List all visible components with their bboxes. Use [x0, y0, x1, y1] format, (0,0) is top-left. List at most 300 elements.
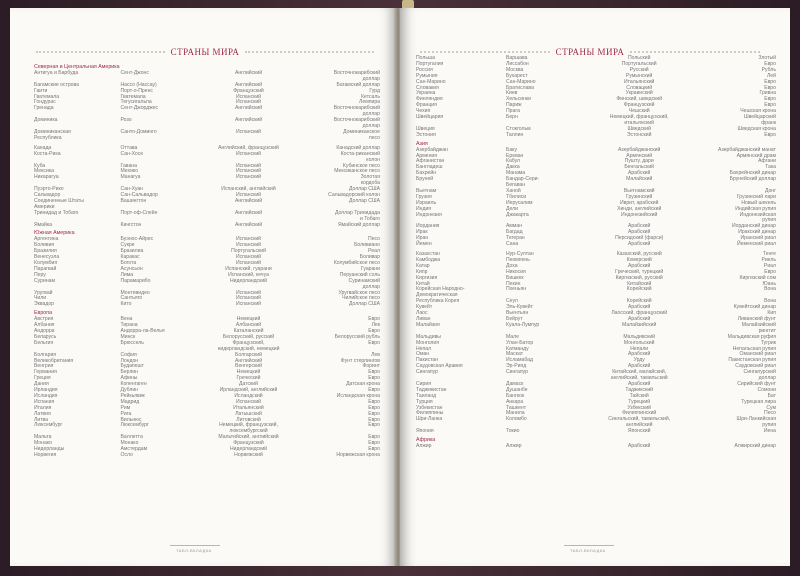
capital: Валлетта: [120, 434, 143, 441]
currency: Норвежская крона: [336, 452, 380, 458]
currency: Рубль: [761, 66, 776, 73]
capital: Париж: [506, 102, 522, 109]
capital: Тегусигальпа: [120, 99, 152, 106]
capital: Сана: [506, 241, 519, 248]
language: Корейский: [626, 286, 652, 293]
capital: Москва: [506, 66, 524, 73]
capital: Минск: [120, 333, 136, 340]
country-name: Таиланд: [416, 392, 437, 399]
currency: Доминиканское: [343, 128, 380, 135]
currency: колон: [366, 156, 380, 163]
country-name: Монако: [34, 440, 52, 447]
currency: Юань: [762, 280, 776, 287]
capital: Сукре: [120, 242, 135, 249]
country-name: Бельгия: [34, 339, 54, 346]
language: [197, 136, 301, 142]
capital: Лиссабон: [506, 60, 529, 67]
language: Арабский: [627, 170, 651, 177]
country-name: Антигуа и Барбуда: [34, 69, 79, 76]
currency: Грузинский лари: [736, 193, 776, 200]
country-name: Бангладеш: [416, 164, 443, 171]
capital: Киев: [506, 90, 518, 97]
capital: Мале: [506, 333, 519, 340]
section-heading: Африка: [416, 437, 436, 444]
country-name: Ямайка: [34, 221, 53, 228]
language: Турецкий: [628, 398, 651, 405]
currency: Лей: [766, 72, 776, 79]
table-row: [34, 302, 380, 308]
language: Бенгальский: [624, 164, 655, 171]
capital: Асунсьон: [120, 265, 143, 272]
capital: Сан-Сальвадор: [120, 192, 158, 199]
currency: Евро: [368, 316, 380, 323]
title-rule: [36, 51, 165, 53]
capital: Нур-Султан: [506, 251, 534, 257]
capital: Богота: [120, 260, 137, 266]
section-heading: Южная Америка: [34, 230, 75, 237]
left-page: [10, 8, 396, 566]
capital: София: [120, 351, 137, 358]
currency: Евро: [764, 96, 776, 103]
language: Малайзийский: [622, 321, 657, 328]
language: Лаосский, французский: [611, 310, 668, 317]
language: Эстонский: [626, 131, 652, 138]
currency: Индийская рупия: [735, 205, 776, 212]
currency: доллар: [362, 111, 380, 118]
left-title-row: [36, 46, 374, 58]
language: Испанский: [235, 260, 262, 266]
currency: Канадский доллар: [336, 144, 380, 151]
capital: Тбилиси: [506, 193, 527, 200]
currency: доллар: [362, 123, 380, 130]
language: Итальянский: [233, 404, 264, 411]
capital: Бразилиа: [120, 248, 144, 255]
currency: Донг: [764, 187, 776, 194]
country-name: Швеция: [416, 125, 435, 132]
language: Испанский: [235, 236, 262, 243]
capital: Сан-Марино: [506, 78, 536, 85]
currency: Азербайджанский манат: [718, 146, 776, 153]
capital: Эр-Рияд: [506, 363, 527, 370]
currency: Гуарани: [360, 265, 380, 272]
currency: Армянский драм: [736, 152, 776, 159]
capital: Бухарест: [506, 72, 528, 79]
currency: Евро: [368, 410, 380, 417]
currency: Вона: [764, 298, 776, 305]
country-name: Непал: [416, 345, 432, 352]
language: Азербайджанский: [618, 146, 661, 153]
language: Болгарский: [235, 351, 262, 358]
currency: Евро: [368, 387, 380, 394]
language: Японский: [627, 428, 651, 435]
capital: Маскат: [506, 351, 524, 358]
capital: Кабул: [506, 158, 521, 165]
capital: Манама: [506, 170, 526, 177]
currency: Сирийский фунт: [737, 380, 776, 387]
currency: доллар: [362, 283, 380, 290]
language: Испанский: [235, 398, 262, 405]
table-row: [34, 453, 380, 459]
currency: Евро: [764, 60, 776, 67]
currency: Злотый: [758, 55, 776, 61]
language: Таджикский: [625, 386, 654, 393]
language: Португальский: [621, 60, 657, 67]
country-name: Гватемала: [34, 93, 60, 100]
currency: Мексиканское песо: [334, 168, 380, 175]
currency: Шведская крона: [737, 125, 776, 132]
currency: Кип: [767, 310, 776, 317]
country-name: Индия: [416, 205, 432, 212]
capital: Пномпень: [506, 256, 530, 263]
country-name: Андорра: [34, 327, 55, 334]
country-name: Люксембург: [34, 422, 63, 429]
currency: Алжирский динар: [734, 443, 776, 449]
capital: Мехико: [120, 168, 139, 175]
currency: Восточнокарибский: [333, 105, 380, 112]
language: Персидский (фарси): [615, 235, 664, 242]
currency: Киргизский сом: [739, 274, 776, 281]
capital: Тирана: [120, 322, 138, 329]
country-name: Албания: [34, 322, 55, 329]
capital: Бандар-Сери-: [506, 176, 540, 183]
language: Китайский: [627, 280, 652, 287]
currency: Доллар США: [348, 301, 380, 308]
currency: Золотая: [360, 174, 380, 181]
language: Арабский: [627, 351, 651, 358]
countries-table-left: [34, 62, 380, 459]
country-name: Корейская Народно-: [416, 286, 465, 293]
section-heading: Европа: [34, 310, 53, 317]
currency: Бат: [767, 392, 776, 399]
capital: Афины: [120, 375, 138, 382]
country-name: Афганистан: [416, 158, 445, 165]
country-name: Таджикистан: [416, 386, 447, 393]
country-name: Гондурас: [34, 99, 56, 106]
language: Английский: [234, 221, 263, 228]
country-name: Испания: [34, 398, 55, 405]
table-row: [416, 429, 776, 435]
country-name: Лаос: [416, 310, 428, 317]
country-name: Италия: [34, 404, 52, 411]
capital: Катманду: [506, 345, 529, 352]
country-name: Монголия: [416, 339, 439, 346]
language: Латышский: [235, 410, 262, 417]
section-heading: Азия: [416, 140, 428, 147]
country-name: Казахстан: [416, 251, 440, 257]
country-name: Малайзия: [416, 321, 440, 328]
capital: Сеул: [506, 298, 518, 305]
currency: Евро: [764, 84, 776, 91]
country-name: Сальвадор: [34, 192, 61, 199]
currency: Малайзийский: [741, 321, 776, 328]
language: Румынский: [626, 72, 653, 79]
currency: Иракский динар: [738, 229, 776, 236]
capital: Манила: [506, 410, 525, 417]
language: Индонезийский: [621, 211, 658, 218]
currency: Ямайский доллар: [337, 221, 380, 228]
language: Немецкий: [236, 369, 261, 376]
language: Словацкий: [626, 84, 653, 91]
language: Иврит, арабский: [619, 199, 659, 206]
language: Грузинский: [626, 193, 653, 200]
language: Сингальский, тамильский,: [608, 416, 671, 423]
country-name: Россия: [416, 66, 433, 73]
language: Английский: [234, 69, 263, 76]
language: Английский: [234, 81, 263, 88]
capital: Токио: [506, 428, 520, 435]
currency: Евро: [368, 422, 380, 429]
capital: Дели: [506, 205, 518, 212]
currency: Коста-риканский: [340, 150, 380, 157]
currency: Лев: [371, 351, 380, 358]
capital: Амман: [506, 223, 523, 230]
table-row: [416, 242, 776, 248]
table-row: [34, 223, 380, 229]
language: Арабский: [627, 229, 651, 236]
currency: Восточнокарибский: [333, 69, 380, 76]
country-name: Чили: [34, 295, 47, 302]
capital: Сент-Джорджес: [120, 105, 159, 112]
currency: Евро: [368, 398, 380, 405]
capital: Осло: [120, 452, 133, 458]
currency: Боливар: [359, 254, 380, 261]
country-name: Доминиканская: [34, 128, 71, 135]
capital: Розо: [120, 117, 132, 124]
capital: Прага: [506, 108, 520, 115]
country-name: Узбекистан: [416, 404, 443, 411]
language: Урду: [633, 357, 645, 364]
language: Узбекский: [627, 404, 652, 411]
language: Испанский: [235, 254, 262, 261]
language: Испанский: [235, 93, 262, 100]
language: Русский: [629, 66, 649, 73]
capital: Бангкок: [506, 392, 525, 399]
capital: Исламабад: [506, 357, 533, 364]
capital: Эль-Кувейт: [506, 304, 533, 311]
currency: Евро: [368, 404, 380, 411]
language: Португальский: [231, 248, 266, 255]
country-name: Венесуэла: [34, 254, 60, 261]
currency: Тугрик: [760, 339, 776, 346]
capital: Андорра-ла-Велья: [120, 327, 165, 334]
language: Арабский: [627, 443, 651, 449]
country-name: Мальта: [34, 434, 52, 441]
language: Нидерландский: [229, 446, 268, 453]
language: Английский: [234, 105, 263, 112]
country-name: Индонезия: [416, 211, 442, 218]
currency: Йеменский риал: [736, 241, 776, 248]
country-name: Пакистан: [416, 357, 439, 364]
currency: Бахрейнский динар: [729, 170, 776, 177]
capital: Таллин: [506, 131, 524, 138]
capital: Бишкек: [506, 274, 524, 281]
currency: Тенге: [762, 251, 776, 257]
currency: Исландская крона: [336, 392, 380, 399]
capital: Брюссель: [120, 339, 144, 346]
language: Мальтийский, английский: [218, 434, 279, 441]
country-name: Уругвай: [34, 289, 53, 296]
country-name: Япония: [416, 428, 434, 435]
language: Малайский: [626, 176, 653, 183]
capital: Амстердам: [120, 446, 148, 453]
currency: Доллар Тринидада: [334, 209, 380, 216]
language: Испанский: [235, 99, 262, 106]
capital: Бейрут: [506, 315, 523, 322]
language: Армянский: [626, 152, 653, 159]
currency: Саудовский риал: [735, 363, 776, 370]
page-title: СТРАНЫ МИРА: [555, 47, 625, 57]
country-name: Австрия: [34, 316, 54, 323]
capital: Доха: [506, 262, 518, 269]
capital: Берн: [506, 114, 518, 121]
language: нидерландский, немецкий: [217, 345, 280, 352]
country-name: Алжир: [416, 443, 432, 449]
capital: Кито: [120, 301, 132, 308]
country-name: Латвия: [34, 410, 51, 417]
capital: Вашингтон: [120, 197, 147, 204]
language: Ирландский, английский: [219, 387, 278, 394]
capital: Порт-оф-Спейн: [120, 209, 158, 216]
capital: Вьентьян: [506, 310, 529, 317]
currency: Песо: [764, 410, 776, 417]
capital: Иерусалим: [506, 199, 533, 206]
capital: Будапешт: [120, 363, 144, 370]
capital: Алжир: [506, 443, 522, 449]
country-name: Киргизия: [416, 274, 438, 281]
folio-rule: [170, 545, 220, 546]
currency: Кувейтский динар: [733, 304, 776, 311]
currency: Лемпира: [359, 99, 380, 106]
language: Арабский: [627, 363, 651, 370]
capital: Лондон: [120, 357, 139, 364]
language: люксембургский: [229, 428, 268, 435]
language: Французский: [233, 87, 264, 94]
capital: Сантьяго: [120, 295, 143, 302]
country-name: Ирландия: [34, 387, 58, 394]
country-name: Финляндия: [416, 96, 443, 103]
capital: Анкара: [506, 398, 524, 405]
currency: Шри-Ланкийская: [736, 416, 776, 423]
currency: Риал: [763, 262, 776, 269]
country-name: Грузия: [416, 193, 432, 200]
country-name: Словакия: [416, 84, 439, 91]
currency: Мальдивская руфия: [727, 333, 776, 340]
country-name: Ирак: [416, 229, 428, 236]
country-name: Эстония: [416, 131, 436, 138]
language: Тайский: [629, 392, 649, 399]
country-name: Польша: [416, 55, 435, 61]
country-name: Перу: [34, 271, 46, 278]
currency: Афгани: [758, 158, 776, 165]
capital: Коломбо: [506, 416, 527, 423]
country-name: Америки: [34, 203, 55, 210]
currency: Вона: [764, 286, 776, 293]
language: Мальдивский: [623, 333, 656, 340]
capital: Вена: [120, 316, 133, 323]
capital: Гавана: [120, 162, 137, 169]
capital: Люксембург: [120, 422, 149, 429]
language: Китайский, малайский,: [612, 369, 667, 376]
capital: Пхеньян: [506, 286, 527, 293]
capital: Дакка: [506, 164, 520, 171]
country-name: Армения: [416, 152, 437, 159]
currency: Гривна: [759, 90, 776, 97]
currency: Чешская крона: [740, 108, 776, 115]
currency: Брунейский доллар: [729, 176, 776, 183]
currency: Перуанский соль: [339, 271, 380, 278]
capital: Копенгаген: [120, 381, 147, 388]
currency: Суринамский: [348, 277, 380, 284]
language: Чешский: [628, 108, 650, 115]
capital: Порт-о-Пренс: [120, 87, 153, 94]
capital: Санто-Доминго: [120, 128, 157, 135]
capital: Рейкьявик: [120, 392, 145, 399]
currency: Евро: [368, 327, 380, 334]
language: итальянский: [624, 119, 654, 126]
currency: Риель: [761, 256, 776, 263]
language: Испанский: [235, 301, 262, 308]
language: Арабский: [627, 223, 651, 230]
language: Английский: [234, 209, 263, 216]
country-name: Гаити: [34, 87, 48, 94]
language: Литовский: [236, 416, 261, 423]
country-name: Украина: [416, 90, 436, 97]
currency: и Тобаго: [359, 215, 380, 222]
country-name: Бахрейн: [416, 170, 437, 177]
country-name: Ливан: [416, 315, 431, 322]
currency: Фунт стерлингов: [340, 357, 380, 364]
country-name: Бразилия: [34, 248, 57, 255]
country-name: Азербайджан: [416, 146, 448, 153]
capital: Никосия: [506, 268, 526, 275]
currency: Реал: [368, 248, 380, 255]
language: Норвежский: [234, 452, 263, 458]
currency: Евро: [368, 375, 380, 382]
language: Пушту, дари: [624, 158, 654, 165]
capital: Нассо (Нассау): [120, 81, 157, 88]
language: Монгольский: [623, 339, 655, 346]
country-name: Эквадор: [34, 301, 55, 308]
language: Греческий, турецкий: [615, 268, 664, 275]
currency: Евро: [368, 434, 380, 441]
language: Немецкий, французский,: [609, 114, 669, 121]
language: Французский: [623, 102, 655, 109]
language: Испанский: [235, 174, 262, 181]
currency: доллар: [362, 75, 380, 82]
capital: Берлин: [120, 369, 138, 376]
capital: Улан-Батор: [506, 339, 534, 346]
language: Финский, шведский: [616, 96, 663, 103]
language: Казахский, русский: [616, 251, 662, 257]
country-name: Сан-Марино: [416, 78, 446, 85]
currency: Евро: [764, 102, 776, 109]
country-name: Куба: [34, 162, 46, 169]
language: Французский: [233, 440, 264, 447]
country-name: Китай: [416, 280, 430, 287]
language: Греческий: [236, 375, 261, 382]
language: Немецкий: [236, 316, 261, 323]
country-name: Вьетнам: [416, 187, 437, 194]
country-name: Багамские острова: [34, 81, 79, 88]
language: Испанский, гуарани: [225, 265, 272, 272]
country-name: Шри-Ланка: [416, 416, 443, 423]
language: Кхмерский: [626, 256, 652, 263]
language: английский, тамильский: [610, 375, 668, 382]
currency: Евро: [764, 78, 776, 85]
currency: рупия: [762, 422, 776, 429]
capital: Сингапур: [506, 369, 528, 376]
currency: Сальвадорский колон: [328, 192, 380, 199]
